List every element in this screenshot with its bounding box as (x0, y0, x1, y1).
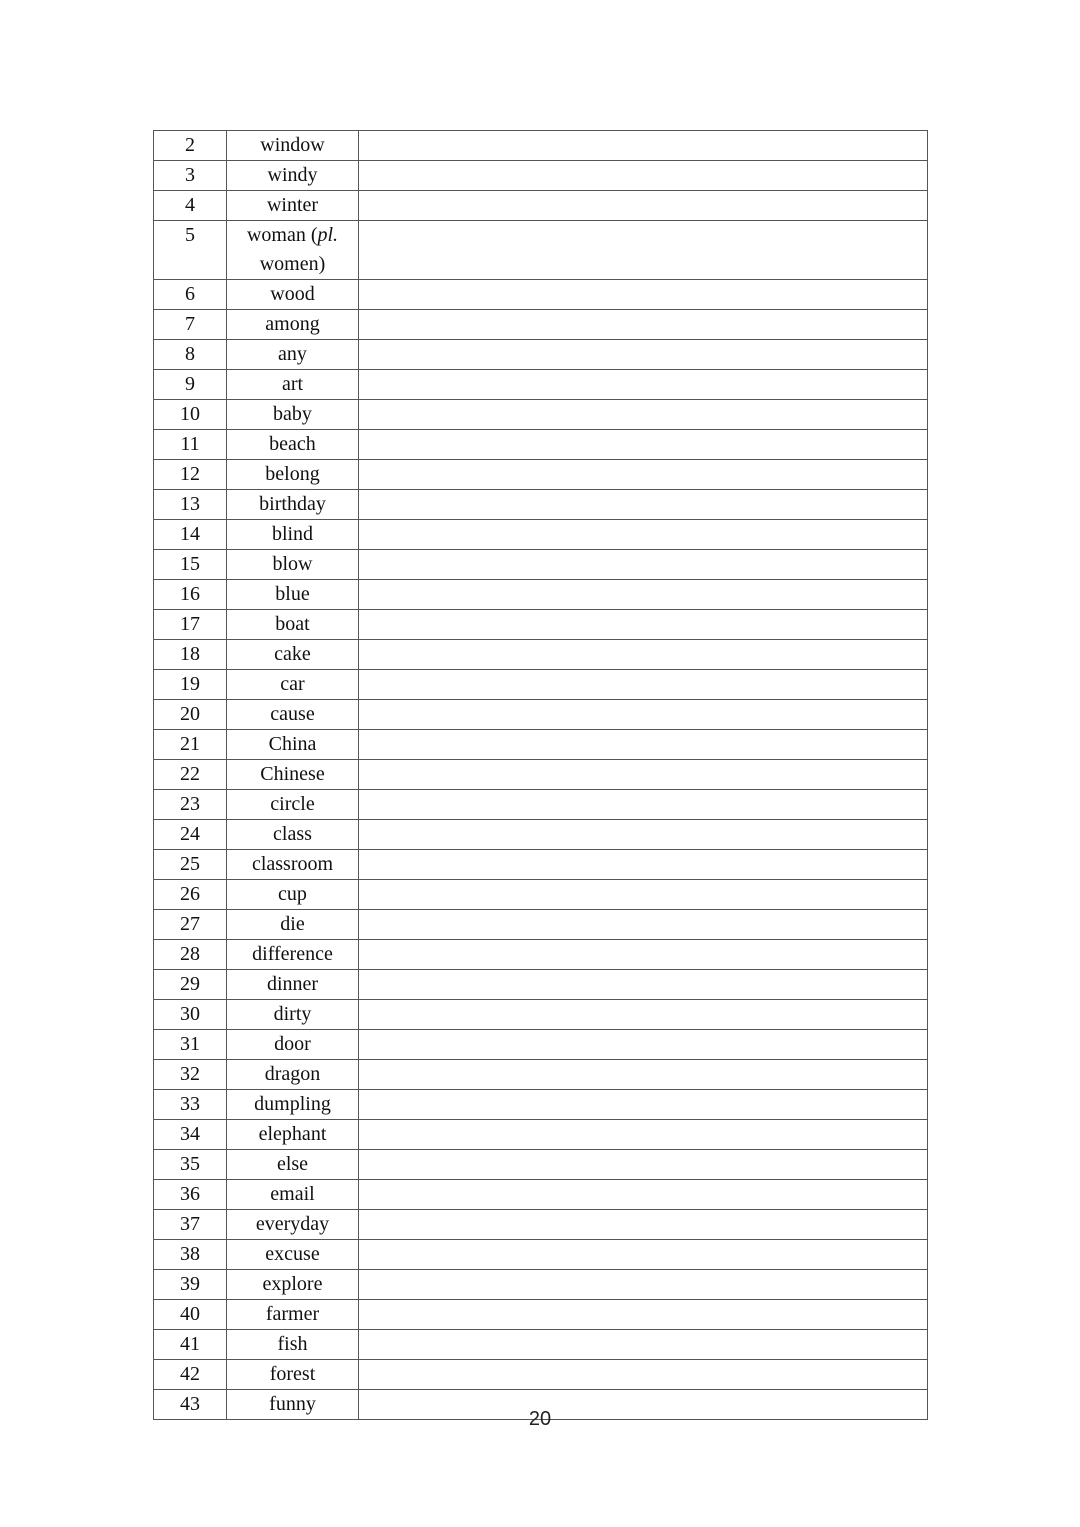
table-row (154, 1330, 928, 1360)
table-row (154, 1270, 928, 1300)
blank-answer-cell[interactable] (359, 730, 928, 760)
table-row (154, 400, 928, 430)
table-row (154, 520, 928, 550)
vocabulary-word: explore (227, 1270, 359, 1300)
blank-answer-cell[interactable] (359, 370, 928, 400)
blank-answer-cell[interactable] (359, 670, 928, 700)
blank-answer-cell[interactable] (359, 1270, 928, 1300)
vocabulary-word: door (227, 1030, 359, 1060)
vocabulary-word: blind (227, 520, 359, 550)
blank-answer-cell[interactable] (359, 1180, 928, 1210)
blank-answer-cell[interactable] (359, 550, 928, 580)
vocabulary-word: cup (227, 880, 359, 910)
row-number: 36 (154, 1180, 227, 1210)
row-number: 33 (154, 1090, 227, 1120)
row-number: 35 (154, 1150, 227, 1180)
vocabulary-word: blue (227, 580, 359, 610)
blank-answer-cell[interactable] (359, 1120, 928, 1150)
row-number: 26 (154, 880, 227, 910)
blank-answer-cell[interactable] (359, 520, 928, 550)
blank-answer-cell[interactable] (359, 1150, 928, 1180)
vocabulary-word: dirty (227, 1000, 359, 1030)
table-row (154, 1210, 928, 1240)
blank-answer-cell[interactable] (359, 430, 928, 460)
blank-answer-cell[interactable] (359, 1240, 928, 1270)
table-row (154, 670, 928, 700)
row-number: 4 (154, 191, 227, 221)
table-row (154, 310, 928, 340)
table-row (154, 1120, 928, 1150)
table-row (154, 730, 928, 760)
row-number: 13 (154, 490, 227, 520)
blank-answer-cell[interactable] (359, 820, 928, 850)
blank-answer-cell[interactable] (359, 400, 928, 430)
vocabulary-word: birthday (227, 490, 359, 520)
row-number: 40 (154, 1300, 227, 1330)
table-row (154, 910, 928, 940)
table-row (154, 161, 928, 191)
table-row (154, 820, 928, 850)
vocabulary-word: farmer (227, 1300, 359, 1330)
vocabulary-word: class (227, 820, 359, 850)
vocabulary-word: email (227, 1180, 359, 1210)
vocabulary-word: dumpling (227, 1090, 359, 1120)
table-row (154, 640, 928, 670)
table-row (154, 760, 928, 790)
row-number: 41 (154, 1330, 227, 1360)
row-number: 34 (154, 1120, 227, 1150)
blank-answer-cell[interactable] (359, 610, 928, 640)
blank-answer-cell[interactable] (359, 1060, 928, 1090)
vocabulary-word: Chinese (227, 760, 359, 790)
blank-answer-cell[interactable] (359, 1330, 928, 1360)
table-row (154, 1240, 928, 1270)
table-row (154, 131, 928, 161)
vocabulary-word: everyday (227, 1210, 359, 1240)
blank-answer-cell[interactable] (359, 191, 928, 221)
vocabulary-word: circle (227, 790, 359, 820)
table-row (154, 340, 928, 370)
vocabulary-word: classroom (227, 850, 359, 880)
blank-answer-cell[interactable] (359, 221, 928, 280)
vocabulary-word: difference (227, 940, 359, 970)
row-number: 7 (154, 310, 227, 340)
table-row (154, 610, 928, 640)
table-row (154, 1030, 928, 1060)
blank-answer-cell[interactable] (359, 850, 928, 880)
plural-abbreviation: pl. (317, 224, 339, 246)
vocabulary-word: windy (227, 161, 359, 191)
row-number: 2 (154, 131, 227, 161)
table-row (154, 280, 928, 310)
blank-answer-cell[interactable] (359, 1300, 928, 1330)
table-row (154, 550, 928, 580)
blank-answer-cell[interactable] (359, 1030, 928, 1060)
blank-answer-cell[interactable] (359, 880, 928, 910)
vocabulary-word: among (227, 310, 359, 340)
table-row (154, 880, 928, 910)
blank-answer-cell[interactable] (359, 1210, 928, 1240)
row-number: 3 (154, 161, 227, 191)
vocabulary-word: cake (227, 640, 359, 670)
vocabulary-word: cause (227, 700, 359, 730)
row-number: 14 (154, 520, 227, 550)
blank-answer-cell[interactable] (359, 280, 928, 310)
table-row (154, 221, 928, 280)
table-row (154, 370, 928, 400)
row-number: 11 (154, 430, 227, 460)
vocabulary-word: window (227, 131, 359, 161)
row-number: 19 (154, 670, 227, 700)
table-row (154, 1150, 928, 1180)
row-number: 16 (154, 580, 227, 610)
row-number: 42 (154, 1360, 227, 1390)
row-number: 32 (154, 1060, 227, 1090)
table-row (154, 970, 928, 1000)
vocabulary-word: belong (227, 460, 359, 490)
vocabulary-table (153, 130, 928, 1420)
row-number: 39 (154, 1270, 227, 1300)
row-number: 29 (154, 970, 227, 1000)
vocabulary-word: any (227, 340, 359, 370)
blank-answer-cell[interactable] (359, 580, 928, 610)
table-row (154, 191, 928, 221)
blank-answer-cell[interactable] (359, 940, 928, 970)
vocabulary-word: fish (227, 1330, 359, 1360)
row-number: 10 (154, 400, 227, 430)
row-number: 25 (154, 850, 227, 880)
word-text: woman ( (246, 224, 318, 246)
table-row (154, 580, 928, 610)
vocabulary-word: else (227, 1150, 359, 1180)
row-number: 5 (154, 221, 227, 280)
blank-answer-cell[interactable] (359, 460, 928, 490)
table-row (154, 460, 928, 490)
row-number: 38 (154, 1240, 227, 1270)
row-number: 9 (154, 370, 227, 400)
table-row (154, 700, 928, 730)
row-number: 27 (154, 910, 227, 940)
table-row (154, 490, 928, 520)
vocabulary-word: boat (227, 610, 359, 640)
row-number: 20 (154, 700, 227, 730)
blank-answer-cell[interactable] (359, 131, 928, 161)
table-row (154, 1000, 928, 1030)
vocabulary-word: wood (227, 280, 359, 310)
table-row (154, 430, 928, 460)
blank-answer-cell[interactable] (359, 1000, 928, 1030)
row-number: 23 (154, 790, 227, 820)
blank-answer-cell[interactable] (359, 700, 928, 730)
vocabulary-word: forest (227, 1360, 359, 1390)
row-number: 8 (154, 340, 227, 370)
row-number: 15 (154, 550, 227, 580)
vocabulary-word: China (227, 730, 359, 760)
row-number: 28 (154, 940, 227, 970)
table-row (154, 790, 928, 820)
vocabulary-word: baby (227, 400, 359, 430)
vocabulary-word: elephant (227, 1120, 359, 1150)
table-row (154, 1360, 928, 1390)
vocabulary-word: die (227, 910, 359, 940)
row-number: 30 (154, 1000, 227, 1030)
vocabulary-word: dragon (227, 1060, 359, 1090)
blank-answer-cell[interactable] (359, 910, 928, 940)
row-number: 43 (154, 1390, 227, 1420)
blank-answer-cell[interactable] (359, 310, 928, 340)
row-number: 6 (154, 280, 227, 310)
blank-answer-cell[interactable] (359, 790, 928, 820)
blank-answer-cell[interactable] (359, 640, 928, 670)
page-number: 20 (528, 1408, 552, 1430)
row-number: 18 (154, 640, 227, 670)
row-number: 37 (154, 1210, 227, 1240)
vocabulary-word: car (227, 670, 359, 700)
vocabulary-table-body (154, 131, 928, 1420)
blank-answer-cell[interactable] (359, 1360, 928, 1390)
blank-answer-cell[interactable] (359, 760, 928, 790)
blank-answer-cell[interactable] (359, 161, 928, 191)
vocabulary-word: dinner (227, 970, 359, 1000)
blank-answer-cell[interactable] (359, 490, 928, 520)
table-row (154, 850, 928, 880)
table-row (154, 1090, 928, 1120)
row-number: 22 (154, 760, 227, 790)
vocabulary-word: excuse (227, 1240, 359, 1270)
table-row (154, 1180, 928, 1210)
row-number: 31 (154, 1030, 227, 1060)
table-row (154, 1300, 928, 1330)
table-row (154, 1060, 928, 1090)
vocabulary-word: blow (227, 550, 359, 580)
word-text-continued: women) (259, 253, 326, 275)
vocabulary-word (227, 221, 359, 280)
vocabulary-word: funny (227, 1390, 359, 1420)
vocabulary-word: winter (227, 191, 359, 221)
vocabulary-word: art (227, 370, 359, 400)
row-number: 12 (154, 460, 227, 490)
row-number: 17 (154, 610, 227, 640)
blank-answer-cell[interactable] (359, 970, 928, 1000)
blank-answer-cell[interactable] (359, 1090, 928, 1120)
vocabulary-word: beach (227, 430, 359, 460)
row-number: 21 (154, 730, 227, 760)
row-number: 24 (154, 820, 227, 850)
table-row (154, 940, 928, 970)
blank-answer-cell[interactable] (359, 340, 928, 370)
